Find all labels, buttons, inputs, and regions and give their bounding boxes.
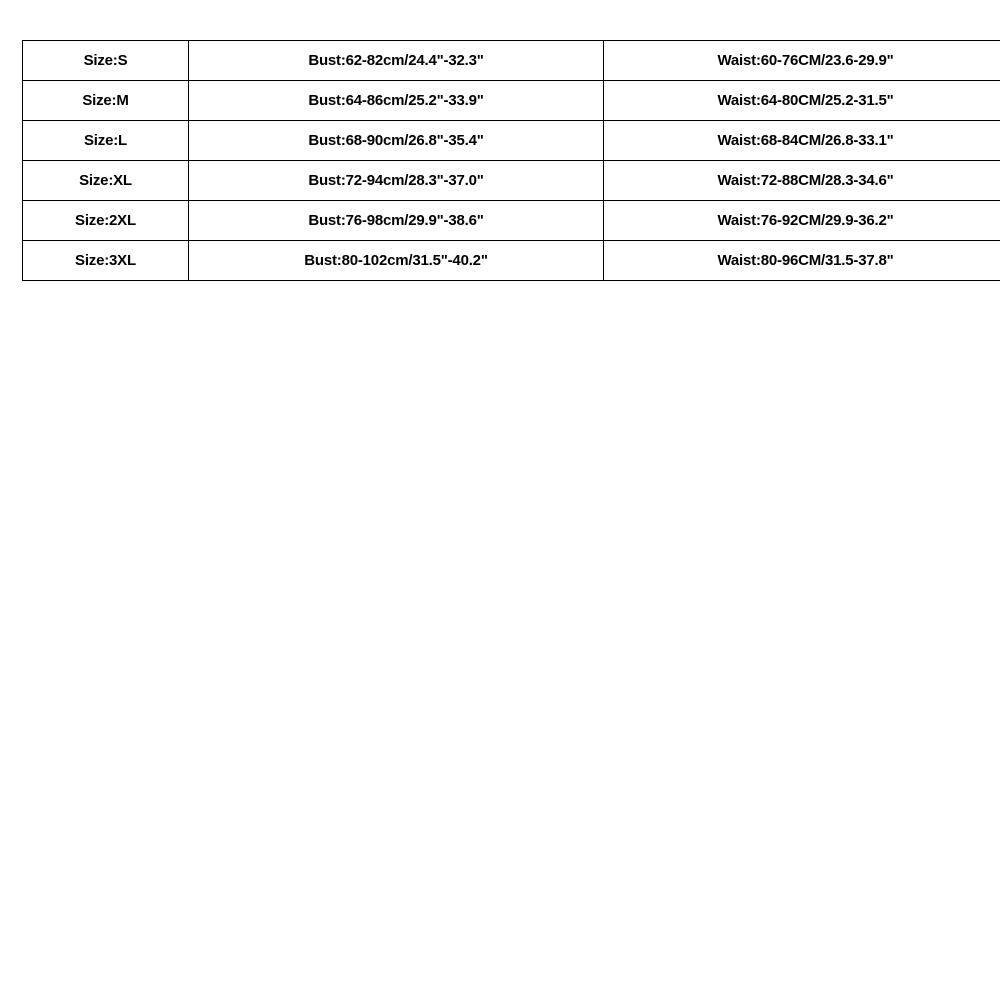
table-row bbox=[23, 81, 1000, 121]
waist-cell: Waist:64-80CM/25.2-31.5" bbox=[604, 81, 1000, 121]
size-cell: Size:S bbox=[23, 41, 189, 81]
table-row bbox=[23, 161, 1000, 201]
table-row bbox=[23, 121, 1000, 161]
size-cell: Size:3XL bbox=[23, 241, 189, 281]
table-row bbox=[23, 201, 1000, 241]
bust-cell: Bust:64-86cm/25.2"-33.9" bbox=[189, 81, 604, 121]
size-chart-table bbox=[22, 40, 1000, 281]
bust-cell: Bust:80-102cm/31.5"-40.2" bbox=[189, 241, 604, 281]
bust-cell: Bust:68-90cm/26.8"-35.4" bbox=[189, 121, 604, 161]
size-cell: Size:M bbox=[23, 81, 189, 121]
waist-cell: Waist:80-96CM/31.5-37.8" bbox=[604, 241, 1000, 281]
bust-cell: Bust:76-98cm/29.9"-38.6" bbox=[189, 201, 604, 241]
size-cell: Size:2XL bbox=[23, 201, 189, 241]
waist-cell: Waist:60-76CM/23.6-29.9" bbox=[604, 41, 1000, 81]
waist-cell: Waist:68-84CM/26.8-33.1" bbox=[604, 121, 1000, 161]
bust-cell: Bust:72-94cm/28.3"-37.0" bbox=[189, 161, 604, 201]
waist-cell: Waist:72-88CM/28.3-34.6" bbox=[604, 161, 1000, 201]
size-cell: Size:L bbox=[23, 121, 189, 161]
bust-cell: Bust:62-82cm/24.4"-32.3" bbox=[189, 41, 604, 81]
waist-cell: Waist:76-92CM/29.9-36.2" bbox=[604, 201, 1000, 241]
size-cell: Size:XL bbox=[23, 161, 189, 201]
table-row bbox=[23, 41, 1000, 81]
table-row bbox=[23, 241, 1000, 281]
size-chart bbox=[22, 40, 980, 281]
